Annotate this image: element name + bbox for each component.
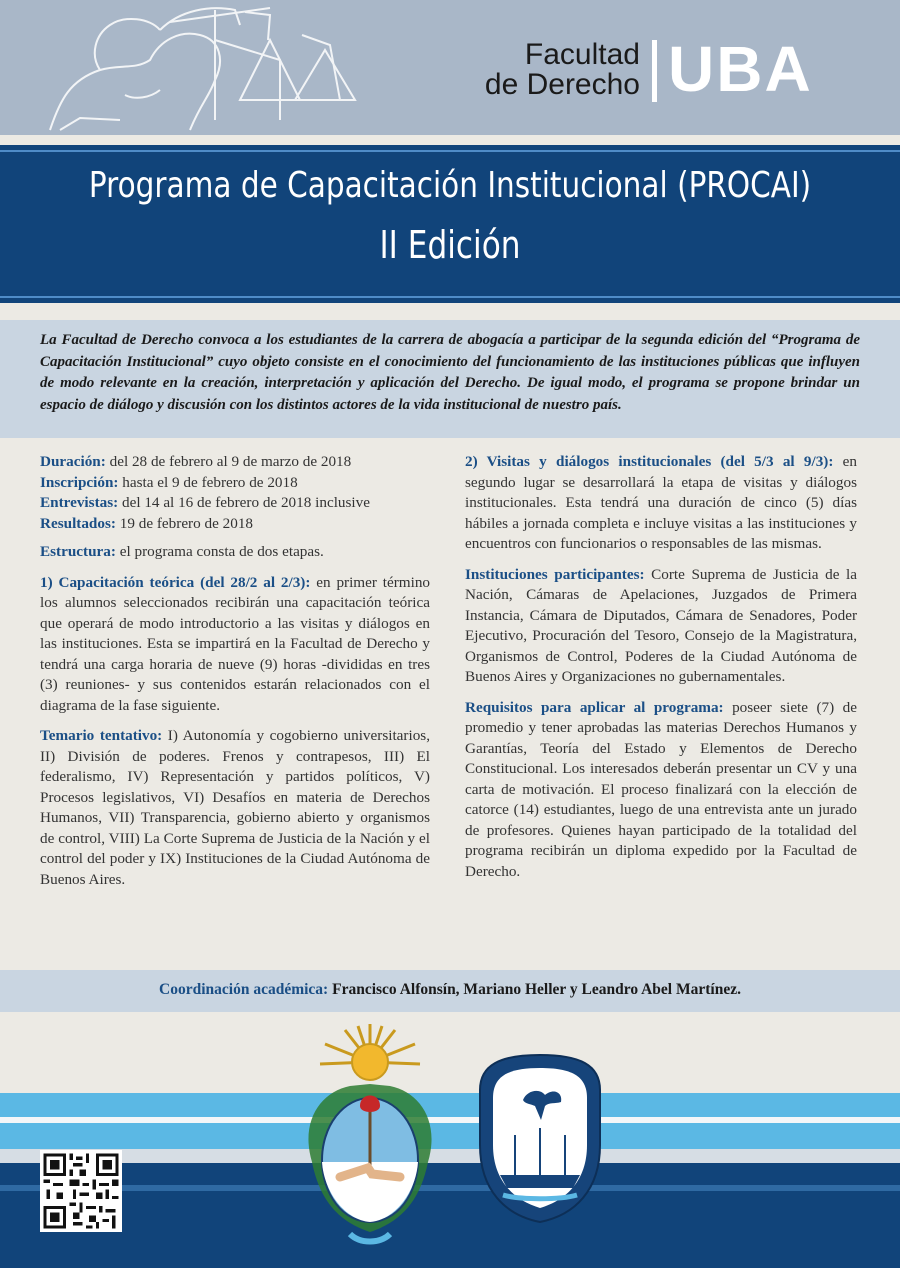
estructura-label: Estructura: xyxy=(40,543,116,560)
etapa1-text: en primer término los alumnos seleccionados recibirán una capacitación teórica que operará de modo introductorio a las visitas y diálogos en las instituciones. Esta se impartirá en la Facultad de Derecho y tendrá una carga horaria de nueve (9) horas -divididas en tres (3) reuniones- y sus contenidos estarán relacionados con el diagrama de la fase siguiente. xyxy=(40,573,431,714)
inscripcion-label: Inscripción: xyxy=(40,473,119,491)
page-subtitle: II Edición xyxy=(379,223,521,267)
etapa2-text: en segundo lugar se desarrollará la etapa de visitas y diálogos institucionales. Esta tendrá una duración de cinco (5) días hábiles a jornada completa e incluye visitas a las instituciones y encuentros con funcionarios o responsables de las mismas. xyxy=(465,453,857,552)
entrevistas-text: del 14 al 16 de febrero de 2018 inclusive xyxy=(118,494,370,511)
qr-code[interactable] xyxy=(40,1150,122,1232)
requisitos-paragraph xyxy=(465,698,857,883)
header-band xyxy=(0,0,900,135)
title-rule-top xyxy=(0,150,900,152)
temario-paragraph xyxy=(40,726,430,890)
etapa2-label: 2) Visitas y diálogos institucionales (del 5/3 al 9/3): xyxy=(465,453,834,470)
estructura-text: el programa consta de dos etapas. xyxy=(115,543,324,560)
page-title: Programa de Capacitación Institucional (PROCAI) xyxy=(88,165,812,206)
buenos-aires-coat-of-arms-icon xyxy=(465,1050,615,1225)
etapa1-label: 1) Capacitación teórica (del 28/2 al 2/3): xyxy=(40,573,311,591)
estructura-paragraph xyxy=(40,542,430,563)
inscripcion-text: hasta el 9 de febrero de 2018 xyxy=(118,473,298,491)
entrevistas-label: Entrevistas: xyxy=(40,494,119,511)
temario-label: Temario tentativo: xyxy=(40,727,163,744)
temario-text: I) Autonomía y cogobierno universitarios, II) División de poderes. Frenos y contrapesos, III) El federalismo, IV) Representación y partidos políticos, V) Procesos legislativos, VI) Desafíos en materia de Derechos Humanos, VII) Transparencia, gobierno abierto y organismos de control, VIII) La Corte Suprema de Justicia de la Nación y el control del poder y IX) Instituciones de la Ciudad Autónoma de Buenos Aires. xyxy=(40,727,430,888)
title-band xyxy=(0,145,900,303)
left-column xyxy=(40,452,430,900)
sky-stripe-2 xyxy=(0,1123,900,1149)
resultados-label: Resultados: xyxy=(40,514,116,532)
dates-block xyxy=(40,452,430,534)
requisitos-text: poseer siete (7) de promedio y tener aprobadas las materias Derechos Humanos y Garantías, Teoría del Estado y Elementos de Derecho Constitucional. Los interesados deberán presentar un CV y una carta de motivación. El proceso finalizará con la elección de catorce (14) estudiantes, luego de una entrevista ante un jurado de profesores. Quienes hayan participado de la totalidad del programa recibirán un diploma expedido por la Facultad de Derecho. xyxy=(465,698,857,880)
etapa2-paragraph xyxy=(465,452,857,555)
etapa1-paragraph xyxy=(40,573,430,717)
argentina-coat-of-arms-icon xyxy=(290,1022,450,1252)
navy-stripe-light xyxy=(0,1185,900,1191)
intro-paragraph: La Facultad de Derecho convoca a los estudiantes de la carrera de abogacía a participar de la segunda edición del “Programa de Capacitación Institucional” cuyo objeto consiste en el conocimiento del funcionamiento de las instituciones públicas que influyen de modo relevante en la creación, interpretación y aplicación del Derecho. De igual modo, el programa se propone brindar un espacio de diálogo y discusión con los distintos actores de la vida institucional de nuestro país. xyxy=(40,332,860,413)
justice-illustration xyxy=(40,0,370,135)
instituciones-paragraph xyxy=(465,565,857,688)
coordination-line xyxy=(0,981,900,999)
coordination-label: Coordinación académica: xyxy=(159,981,329,998)
instituciones-label: Instituciones participantes: xyxy=(465,565,645,583)
coordination-names: Francisco Alfonsín, Mariano Heller y Leandro Abel Martínez. xyxy=(328,981,741,998)
duracion-text: del 28 de febrero al 9 de marzo de 2018 xyxy=(105,453,352,470)
navy-stripe xyxy=(0,1163,900,1268)
requisitos-label: Requisitos para aplicar al programa: xyxy=(465,698,724,716)
uba-logo: UBA xyxy=(668,33,813,105)
faculty-line1: Facultad xyxy=(524,38,640,71)
faculty-line2: de Derecho xyxy=(484,68,640,101)
faculty-name xyxy=(455,40,640,100)
sky-stripe-1 xyxy=(0,1093,900,1117)
instituciones-text: Corte Suprema de Justicia de la Nación, Cámaras de Apelaciones, Juzgados de Primera Instancia, Cámara de Diputados, Cámara de Senadores, Poder Ejecutivo, Procuración del Tesoro, Consejo de la Magistratura, Organismos de Control, Poderes de la Ciudad Autónoma de Buenos Aires y Organizaciones no gubernamentales. xyxy=(465,565,857,685)
duracion-label: Duración: xyxy=(40,453,106,470)
title-rule-bottom xyxy=(0,296,900,298)
resultados-text: 19 de febrero de 2018 xyxy=(115,514,254,532)
right-column xyxy=(465,452,857,892)
logo-divider xyxy=(652,40,657,102)
gray-stripe xyxy=(0,1149,900,1163)
